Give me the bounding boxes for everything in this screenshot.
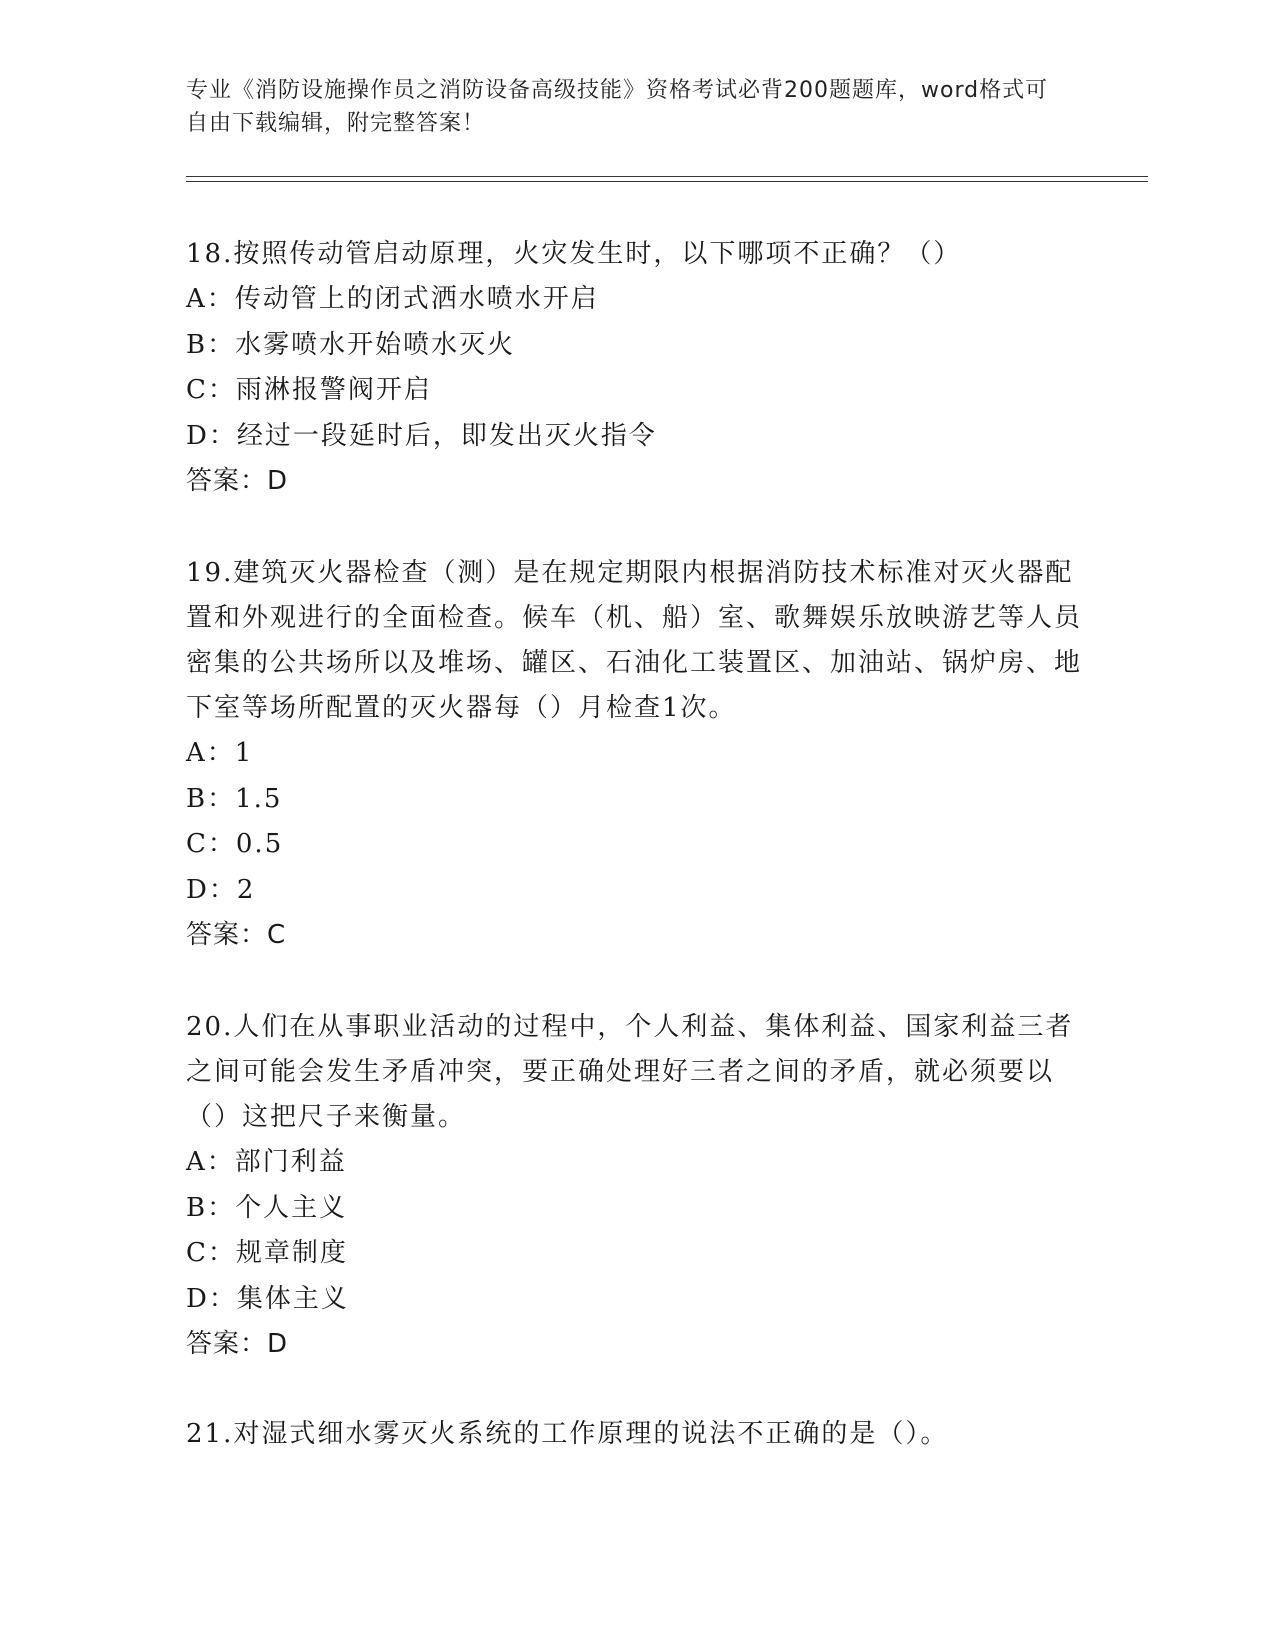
header-rule-bottom [186,181,1148,182]
question-19 [186,551,1086,958]
question-stem: 20.人们在从事职业活动的过程中，个人利益、集体利益、国家利益三者之间可能会发生矛盾冲突，要正确处理好三者之间的矛盾，就必须要以（）这把尺子来衡量。 [186,1012,1074,1132]
option-b: B：个人主义 [186,1192,348,1223]
question-stem: 21.对湿式细水雾灭火系统的工作原理的说法不正确的是（）。 [186,1419,949,1449]
question-20 [186,1005,1086,1367]
option-d: D：2 [186,874,256,905]
option-b: B：1.5 [186,783,283,814]
option-list [186,731,1086,913]
option-a: A：1 [186,738,254,768]
document-header: 专业《消防设施操作员之消防设备高级技能》资格考试必背200题题库，word格式可自由下载编辑，附完整答案！ [186,78,1049,136]
question-18 [186,232,1086,504]
question-stem: 18.按照传动管启动原理，火灾发生时，以下哪项不正确？（） [186,239,962,269]
option-a: A：部门利益 [186,1147,347,1177]
question-21 [186,1412,1086,1457]
option-b: B：水雾喷水开始喷水灭火 [186,329,516,360]
answer-line: 答案：D [186,1329,289,1359]
option-d: D：经过一段延时后，即发出灭火指令 [186,420,657,451]
option-a: A：传动管上的闭式洒水喷水开启 [186,284,599,314]
option-list [186,277,1086,459]
option-list [186,1140,1086,1322]
question-stem: 19.建筑灭火器检查（测）是在规定期限内根据消防技术标准对灭火器配置和外观进行的全面检查。候车（机、船）室、歌舞娱乐放映游艺等人员密集的公共场所以及堆场、罐区、石油化工装置区、加油站、锅炉房、地下室等场所配置的灭火器每（）月检查1次。 [186,558,1083,723]
option-c: C：规章制度 [186,1238,348,1268]
answer-line: 答案：C [186,920,287,950]
option-d: D：集体主义 [186,1283,349,1314]
answer-line: 答案：D [186,466,289,496]
option-c: C：0.5 [186,829,284,859]
option-c: C：雨淋报警阀开启 [186,375,432,405]
header-rule-top [186,176,1148,177]
